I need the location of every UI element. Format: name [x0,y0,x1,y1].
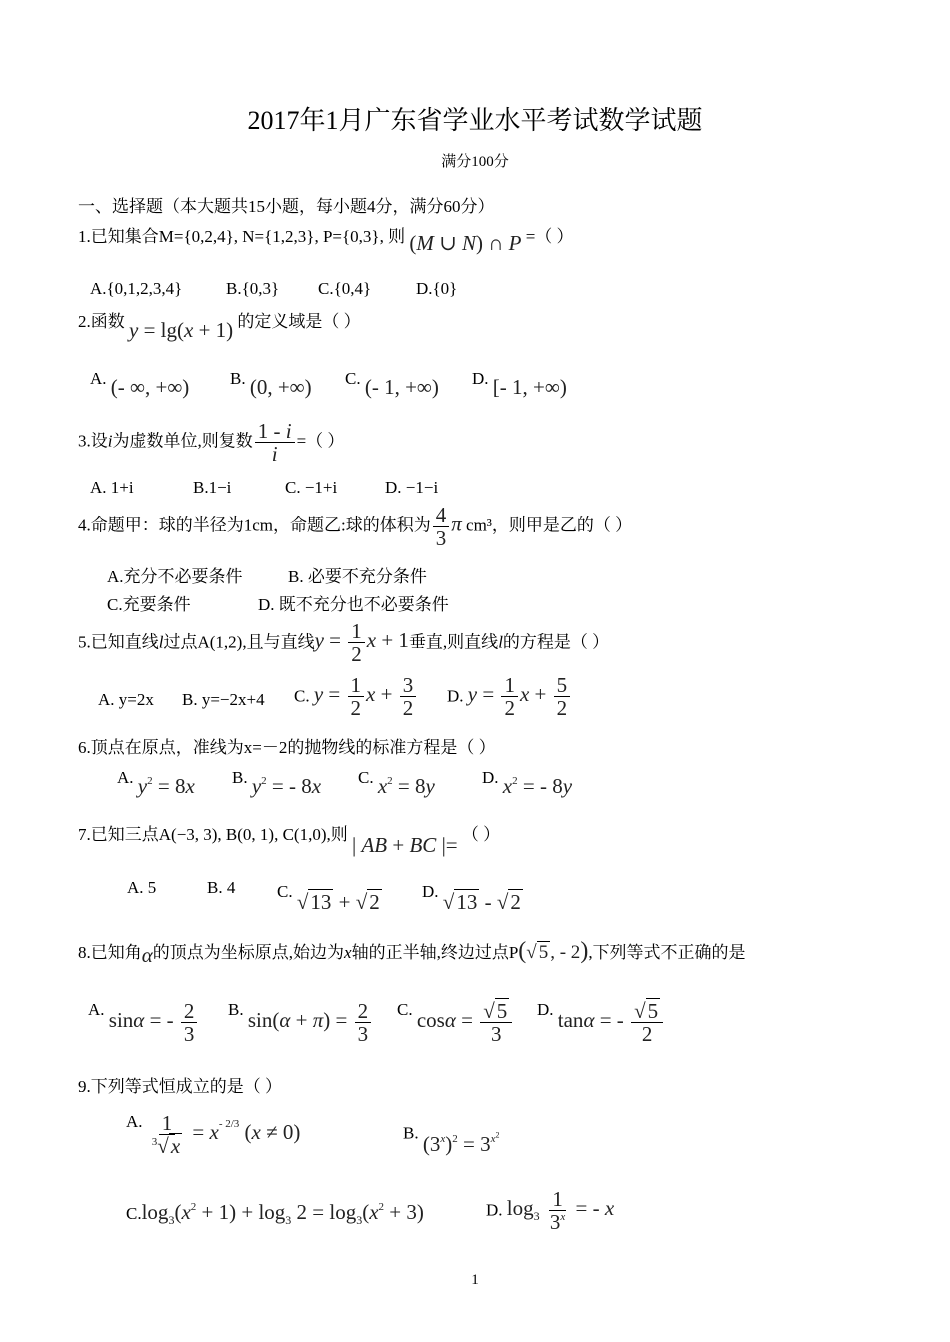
q1-option-d: D.{0} [416,279,458,298]
question-7 [78,820,501,857]
q3-fraction: $\frac{1 - i}{i}$ [255,420,295,465]
q4-pi: π [451,511,462,536]
q3-stem-pre: 3.设 [78,431,108,451]
page-title: 2017年1月广东省学业水平考试数学试题 [247,106,703,135]
q8-stem-post: ,下列等式不正确的是 [588,943,746,962]
q8-option-d [537,1000,665,1045]
q8-option-c-label: C. [397,1000,413,1019]
q3-stem-post: 为虚数单位,则复数 [112,431,253,451]
q1-option-a: A.{0,1,2,3,4} [90,279,183,298]
q8-option-a-expr: sinα = - $\frac{2}{3}$ [109,1008,200,1032]
q6-option-c-expr: $x^2 = 8y$ [377,774,435,798]
question-4 [78,504,632,549]
q2-option-b-expr: (0, +∞) [249,375,312,399]
q9-option-d-expr: $\log_3$ $\frac{1}{3^x}$ = - x [506,1187,615,1235]
q8-stem-pre: 8.已知角 [78,943,142,962]
q9-option-c-label: C. [126,1204,142,1223]
q2-option-a-expr: (- ∞, +∞) [110,375,190,399]
q9-option-b-expr: $(3^x)^2 = 3^{x^2}$ [422,1130,500,1156]
q7-option-c-label: C. [277,882,293,901]
q8-stem-mid2: 轴的正半轴,终边过点P [351,943,519,962]
question-1 [78,222,574,255]
q8-option-c [397,1000,514,1045]
q5-stem-pre: 5.已知直线 [78,632,159,652]
q2-option-a-label: A. [90,369,107,388]
q4-tail: cm³，则甲是乙的（ ） [466,515,633,535]
q6-option-d-expr: $x^2$ = - 8y [502,774,573,798]
q7-expression: | AB + BC |= [352,833,458,857]
q9-option-d-label: D. [486,1200,503,1220]
q7-option-b: B. 4 [207,878,236,897]
q6-option-c-label: C. [358,768,374,787]
q2-option-d [472,365,567,399]
question-3 [78,420,344,465]
q8-option-d-label: D. [537,1000,554,1019]
q4-option-b: B. 必要不充分条件 [288,567,427,586]
q6-option-a-expr: $y^2 = 8x$ [137,774,195,798]
q2-stem: 2.函数 [78,312,125,331]
q6-option-a-label: A. [117,768,134,787]
q2-option-a [90,365,190,399]
question-2 [78,307,361,342]
q7-option-a: A. 5 [127,878,157,897]
page-subtitle: 满分100分 [441,154,509,170]
q6-option-a [117,764,195,798]
q7-option-d-label: D. [422,882,439,901]
q5-line: y = $\frac{1}{2}$ x + 1 [314,619,409,667]
q5-option-c-expr: y = $\frac{1}{2}$ x + $\frac{3}{2}$ [314,682,418,706]
q2-option-c [345,365,439,399]
q1-expression: (M ∪ N) ∩ P [409,231,522,255]
page-number: 1 [471,1272,479,1288]
q2-option-b-label: B. [230,369,246,388]
q6-option-b [232,764,322,798]
q6-option-d-label: D. [482,768,499,787]
q6-option-d [482,764,573,798]
q1-option-c: C.{0,4} [318,279,372,298]
q3-option-c: C. −1+i [285,478,338,497]
q3-option-d: D. −1−i [385,478,439,497]
q8-option-b [228,1000,373,1045]
q7-stem: 7.已知三点A(−3, 3), B(0, 1), C(1,0),则 [78,825,348,844]
q2-option-b [230,365,312,399]
q5-option-a: A. y=2x [98,690,154,709]
q2-function: y = lg(x + 1) [129,318,234,342]
q5-option-d [447,674,572,719]
q4-option-a: A.充分不必要条件 [107,567,243,586]
q3-stem-i: i [107,431,113,451]
q9-option-b-label: B. [403,1123,419,1143]
q1-stem: 1.已知集合M={0,2,4}, N={1,2,3}, P={0,3}, 则 [78,227,406,246]
q8-option-d-expr: tanα = - $\frac{√5}{2}$ [558,1008,665,1032]
q5-stem-l: l [158,632,164,652]
q3-tail: =（ ） [296,431,345,451]
q5-stem-l2: l [498,632,503,652]
q8-alpha: α [141,943,153,967]
q6-option-b-label: B. [232,768,248,787]
q8-option-b-expr: sin(α + π) = $\frac{2}{3}$ [248,1008,373,1032]
q4-stem: 4.命题甲：球的半径为1cm，命题乙:球的体积为 [78,515,431,535]
q5-option-c [294,674,418,719]
q9-option-a-label: A. [126,1112,143,1131]
q5-option-c-label: C. [294,686,310,706]
q5-stem-mid2: 垂直,则直线 [408,632,499,652]
question-9: 9.下列等式恒成立的是（ ） [78,1077,282,1096]
q8-stem-mid: 的顶点为坐标原点,始边为 [152,943,345,962]
q5-stem-mid: 过点A(1,2),且与直线 [163,632,315,652]
q7-option-d-expr: √13 - √2 [442,890,521,914]
q2-option-d-label: D. [472,369,489,388]
q5-stem-post: 的方程是（ ） [502,632,610,652]
q1-option-b: B.{0,3} [226,279,280,298]
question-5 [78,620,609,665]
q5-option-b: B. y=−2x+4 [182,690,265,709]
section-heading: 一、选择题（本大题共15小题，每小题4分，满分60分） [78,197,495,216]
q3-option-a: A. 1+i [90,478,134,497]
q2-tail: 的定义域是（ ） [237,312,361,331]
q7-option-c-expr: √13 + √2 [296,890,380,914]
q8-option-a-label: A. [88,1000,105,1019]
q4-option-d: D. 既不充分也不必要条件 [258,595,449,614]
q9-option-d [486,1188,614,1233]
q8-option-a [88,1000,199,1045]
q9-option-a [126,1112,300,1157]
q7-option-c [277,878,382,914]
q6-option-c [358,764,435,798]
q2-option-c-label: C. [345,369,361,388]
q7-tail: （ ） [461,825,501,844]
question-8 [78,938,746,965]
q5-option-d-label: D. [447,686,464,706]
q9-option-c-expr: $\log_3(x^2 + 1) + \log_3 2 = \log_3(x^2 + 3)$ [141,1200,424,1227]
q4-option-c: C.充要条件 [107,595,191,614]
q4-fraction: $\frac{4}{3}$ [433,504,450,549]
q8-stem-x: x [344,943,352,962]
question-6: 6.顶点在原点，准线为x=－2的抛物线的标准方程是（ ） [78,738,496,757]
q8-option-c-expr: cosα = $\frac{√5}{3}$ [417,1008,514,1032]
q8-point: (√ 5 , - 2) [518,938,589,964]
q6-option-b-expr: $y^2$ = - 8x [251,774,322,798]
q2-option-d-expr: [- 1, +∞) [492,375,567,399]
q9-option-a-expr: $\frac{1}{^3√x}$ = $x^{- 2/3}$ (x ≠ 0) [151,1111,301,1159]
q2-option-c-expr: (- 1, +∞) [364,375,439,399]
q7-option-d [422,878,523,914]
q9-option-b [403,1118,500,1156]
q3-option-b: B.1−i [193,478,232,497]
q1-tail: =（ ） [525,227,574,246]
q5-option-d-expr: y = $\frac{1}{2}$ x + $\frac{5}{2}$ [468,682,572,706]
q9-option-c [126,1200,424,1228]
q8-option-b-label: B. [228,1000,244,1019]
